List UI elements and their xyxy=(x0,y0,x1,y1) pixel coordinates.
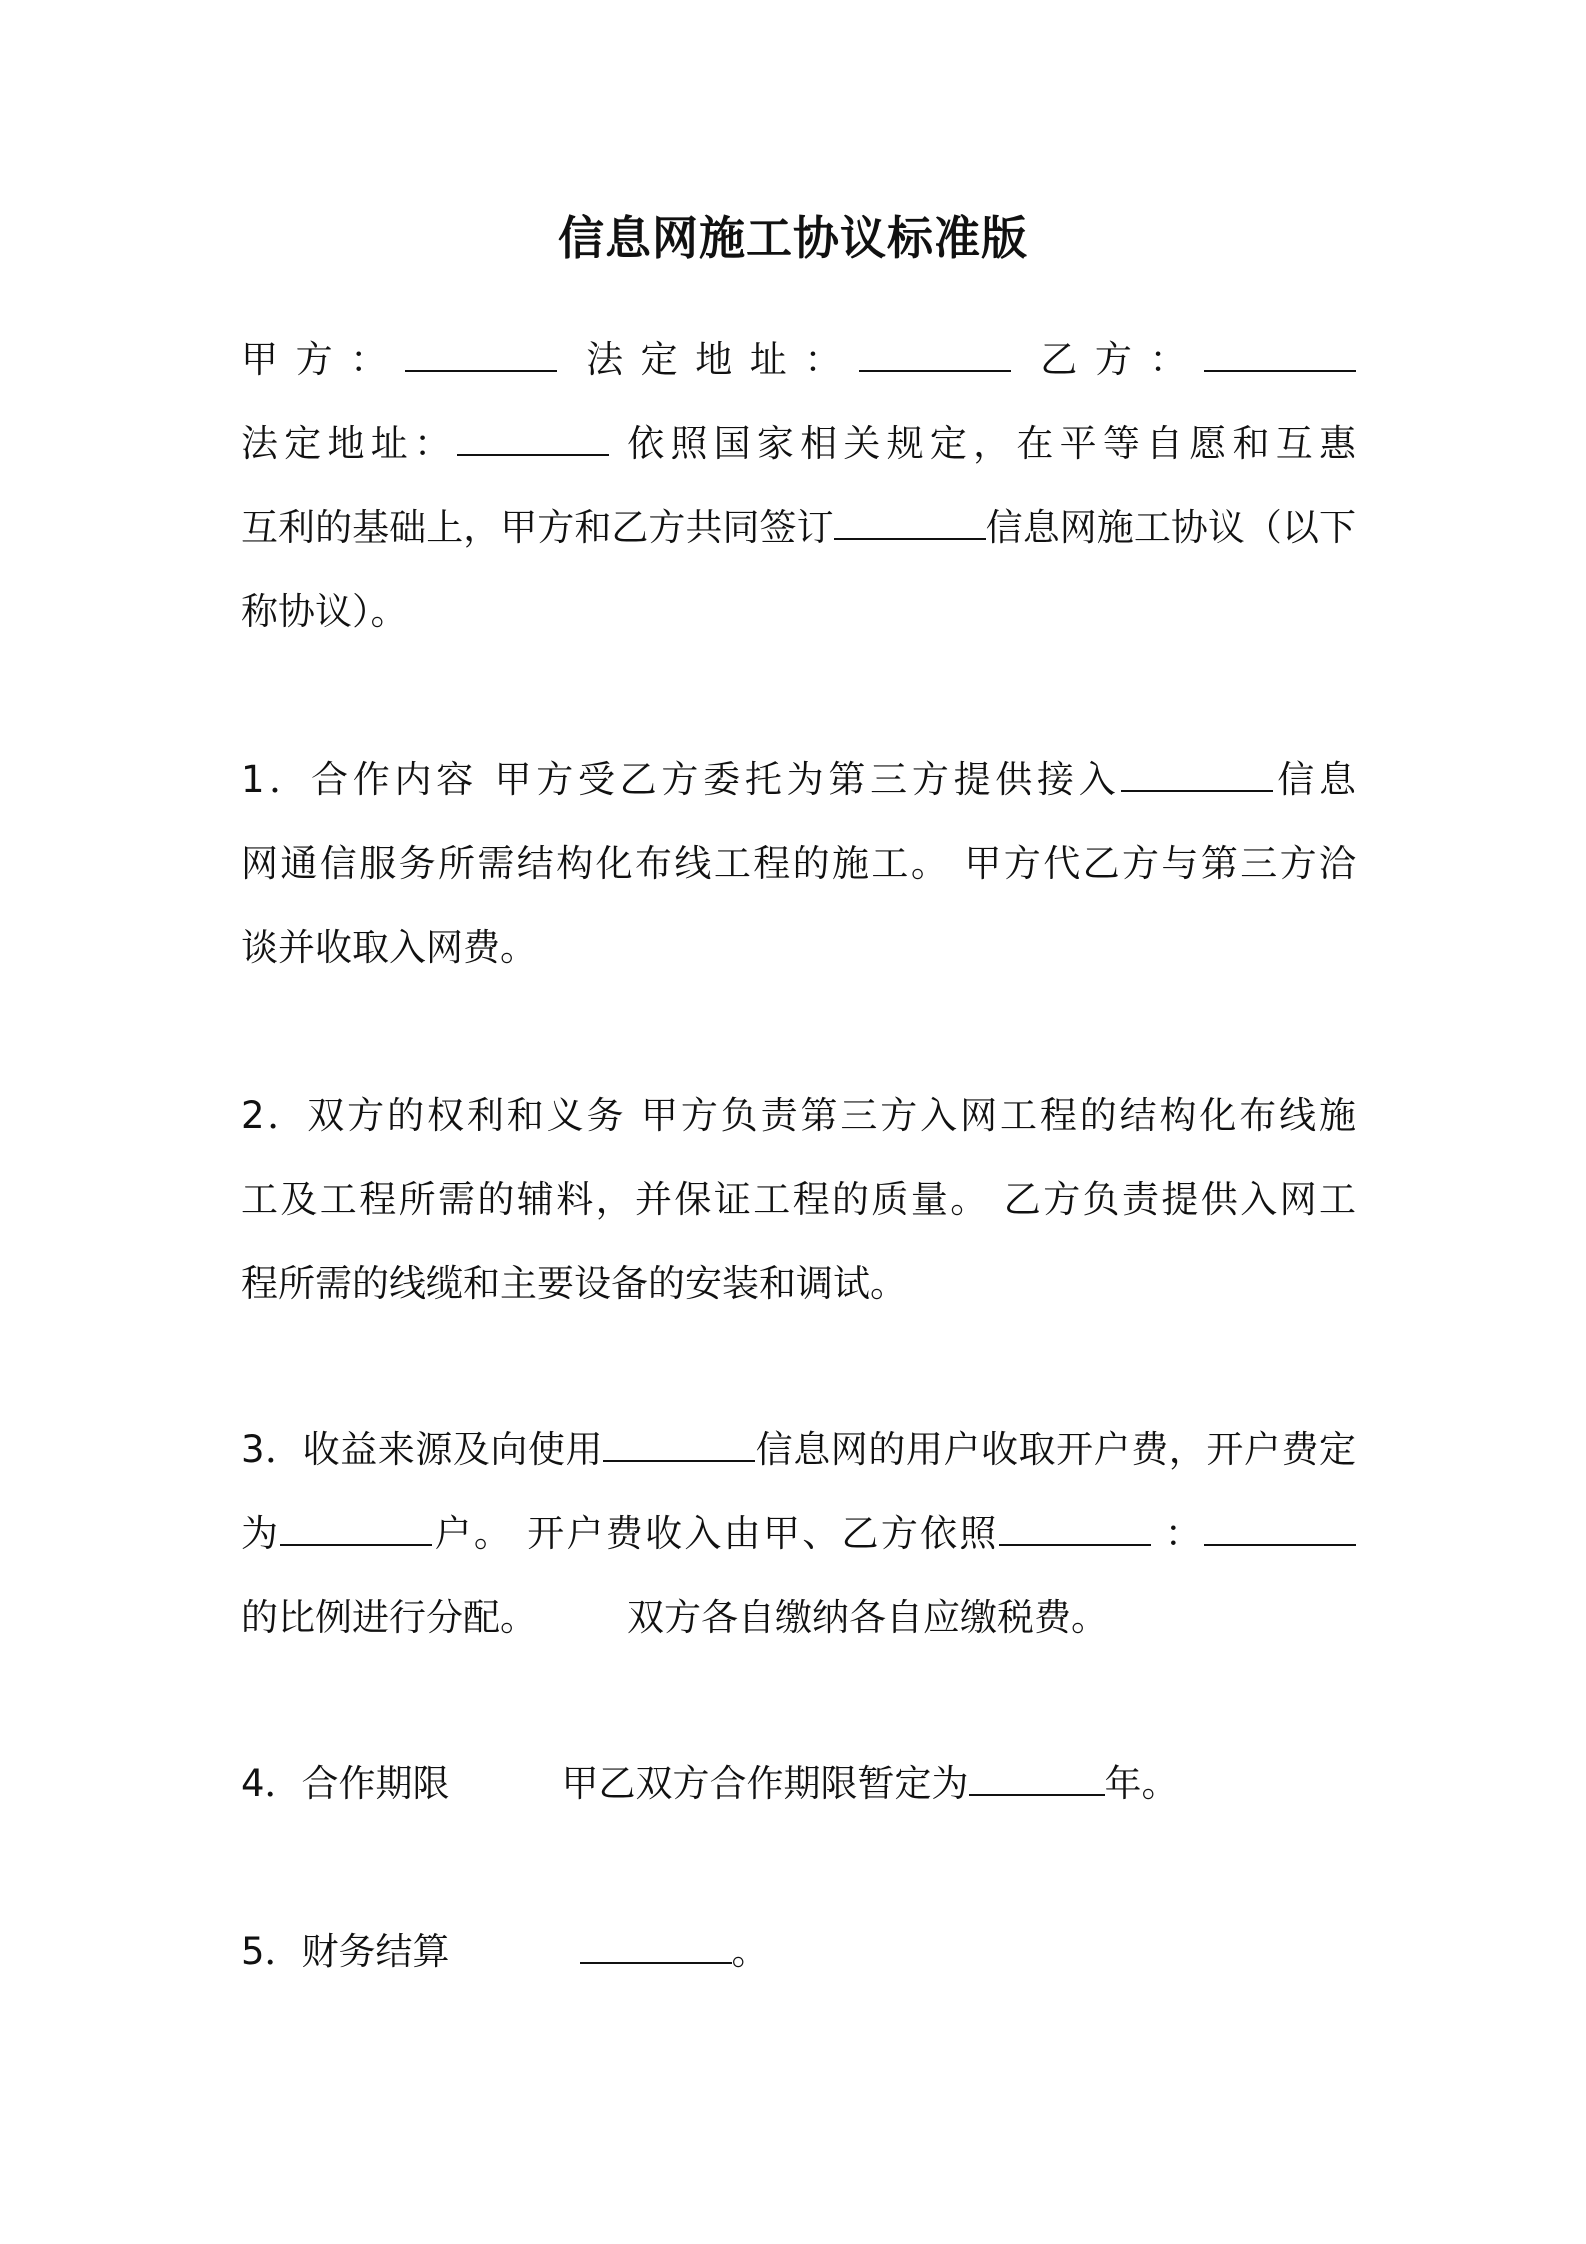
party-b-label: 乙方： xyxy=(1040,338,1205,381)
service-blank xyxy=(1121,780,1273,792)
intro-line-3 xyxy=(241,486,1356,570)
section-1-line-3 xyxy=(241,906,1356,990)
section-2-text-3: 程所需的线缆和主要设备的安装和调试。 xyxy=(241,1262,907,1305)
section-2-heading: 2．双方的权利和义务 xyxy=(241,1094,627,1137)
section-4-heading: 4．合作期限 xyxy=(241,1762,450,1805)
address-a-blank xyxy=(859,360,1011,372)
section-5-heading: 5．财务结算 xyxy=(241,1930,450,1973)
page-title: 信息网施工协议标准版 xyxy=(558,211,1028,265)
section-3-line-3 xyxy=(241,1576,1356,1660)
section-3-line-1 xyxy=(241,1408,1356,1492)
section-1-text-3: 谈并收取入网费。 xyxy=(241,926,537,969)
settlement-blank xyxy=(580,1952,732,1964)
section-1-heading: 1．合作内容 xyxy=(241,758,478,801)
section-2-text-1: 甲方负责第三方入网工程的结构化布线施 xyxy=(641,1094,1357,1137)
preamble-text-2b: 信息网施工协议（以下 xyxy=(985,506,1357,549)
section-3-line-2 xyxy=(241,1492,1356,1576)
section-4-text-b: 年。 xyxy=(1104,1762,1179,1805)
section-5-line-1 xyxy=(241,1910,1356,1994)
section-4-line-1 xyxy=(241,1742,1356,1826)
intro-line-1 xyxy=(241,318,1356,402)
section-5-text-b: 。 xyxy=(731,1930,769,1973)
term-years-blank xyxy=(969,1784,1105,1796)
section-3-text-3a: 的比例进行分配。 xyxy=(241,1596,537,1639)
section-4-text-a: 甲乙双方合作期限暂定为 xyxy=(561,1762,969,1805)
section-3-text-3b: 双方各自缴纳各自应缴税费。 xyxy=(627,1596,1108,1639)
section-2-line-2 xyxy=(241,1158,1356,1242)
section-5 xyxy=(241,1910,1356,1994)
address-label-b: 法定地址： xyxy=(241,422,458,465)
section-1 xyxy=(241,738,1356,990)
fee-blank xyxy=(280,1534,432,1546)
party-a-blank xyxy=(405,360,557,372)
section-1-text-2b: 甲方代乙方与第三方洽 xyxy=(964,842,1357,885)
section-4 xyxy=(241,1742,1356,1826)
ratio-b-blank xyxy=(1204,1534,1356,1546)
section-3 xyxy=(241,1408,1356,1660)
section-3-text-2c: 开户费收入由甲、乙方依照 xyxy=(527,1512,999,1555)
intro-block xyxy=(241,318,1356,654)
section-2-line-3 xyxy=(241,1242,1356,1326)
section-3-heading: 3．收益来源及向使用 xyxy=(241,1428,604,1471)
section-3-text-2b: 户。 xyxy=(432,1512,514,1555)
section-1-text-1a: 甲方受乙方委托为第三方提供接入 xyxy=(494,758,1121,801)
section-1-text-1b: 信息 xyxy=(1272,758,1357,801)
preamble-text-1: 依照国家相关规定，在平等自愿和互惠 xyxy=(627,422,1357,465)
preamble-text-3: 称协议）。 xyxy=(241,590,408,633)
section-1-line-1 xyxy=(241,738,1356,822)
intro-line-2 xyxy=(241,402,1356,486)
section-2-text-2a: 工及工程所需的辅料，并保证工程的质量。 xyxy=(241,1178,990,1221)
agreement-name-blank xyxy=(834,528,986,540)
section-3-text-2d: ： xyxy=(1164,1512,1205,1555)
section-2 xyxy=(241,1074,1356,1326)
section-1-text-2a: 网通信服务所需结构化布线工程的施工。 xyxy=(241,842,951,885)
party-b-blank xyxy=(1204,360,1356,372)
section-2-line-1 xyxy=(241,1074,1356,1158)
preamble-text-2a: 互利的基础上，甲方和乙方共同签订 xyxy=(241,506,834,549)
ratio-a-blank xyxy=(999,1534,1151,1546)
section-2-text-2b: 乙方负责提供入网工 xyxy=(1003,1178,1357,1221)
intro-line-4 xyxy=(241,570,1356,654)
address-b-blank xyxy=(457,444,609,456)
section-3-text-2a: 为 xyxy=(241,1512,281,1555)
section-1-line-2 xyxy=(241,822,1356,906)
party-a-label: 甲方： xyxy=(241,338,405,381)
address-label-a: 法定地址： xyxy=(586,338,859,381)
section-3-text-1b: 信息网的用户收取开户费，开户费定 xyxy=(755,1428,1357,1471)
network-name-blank xyxy=(603,1450,755,1462)
